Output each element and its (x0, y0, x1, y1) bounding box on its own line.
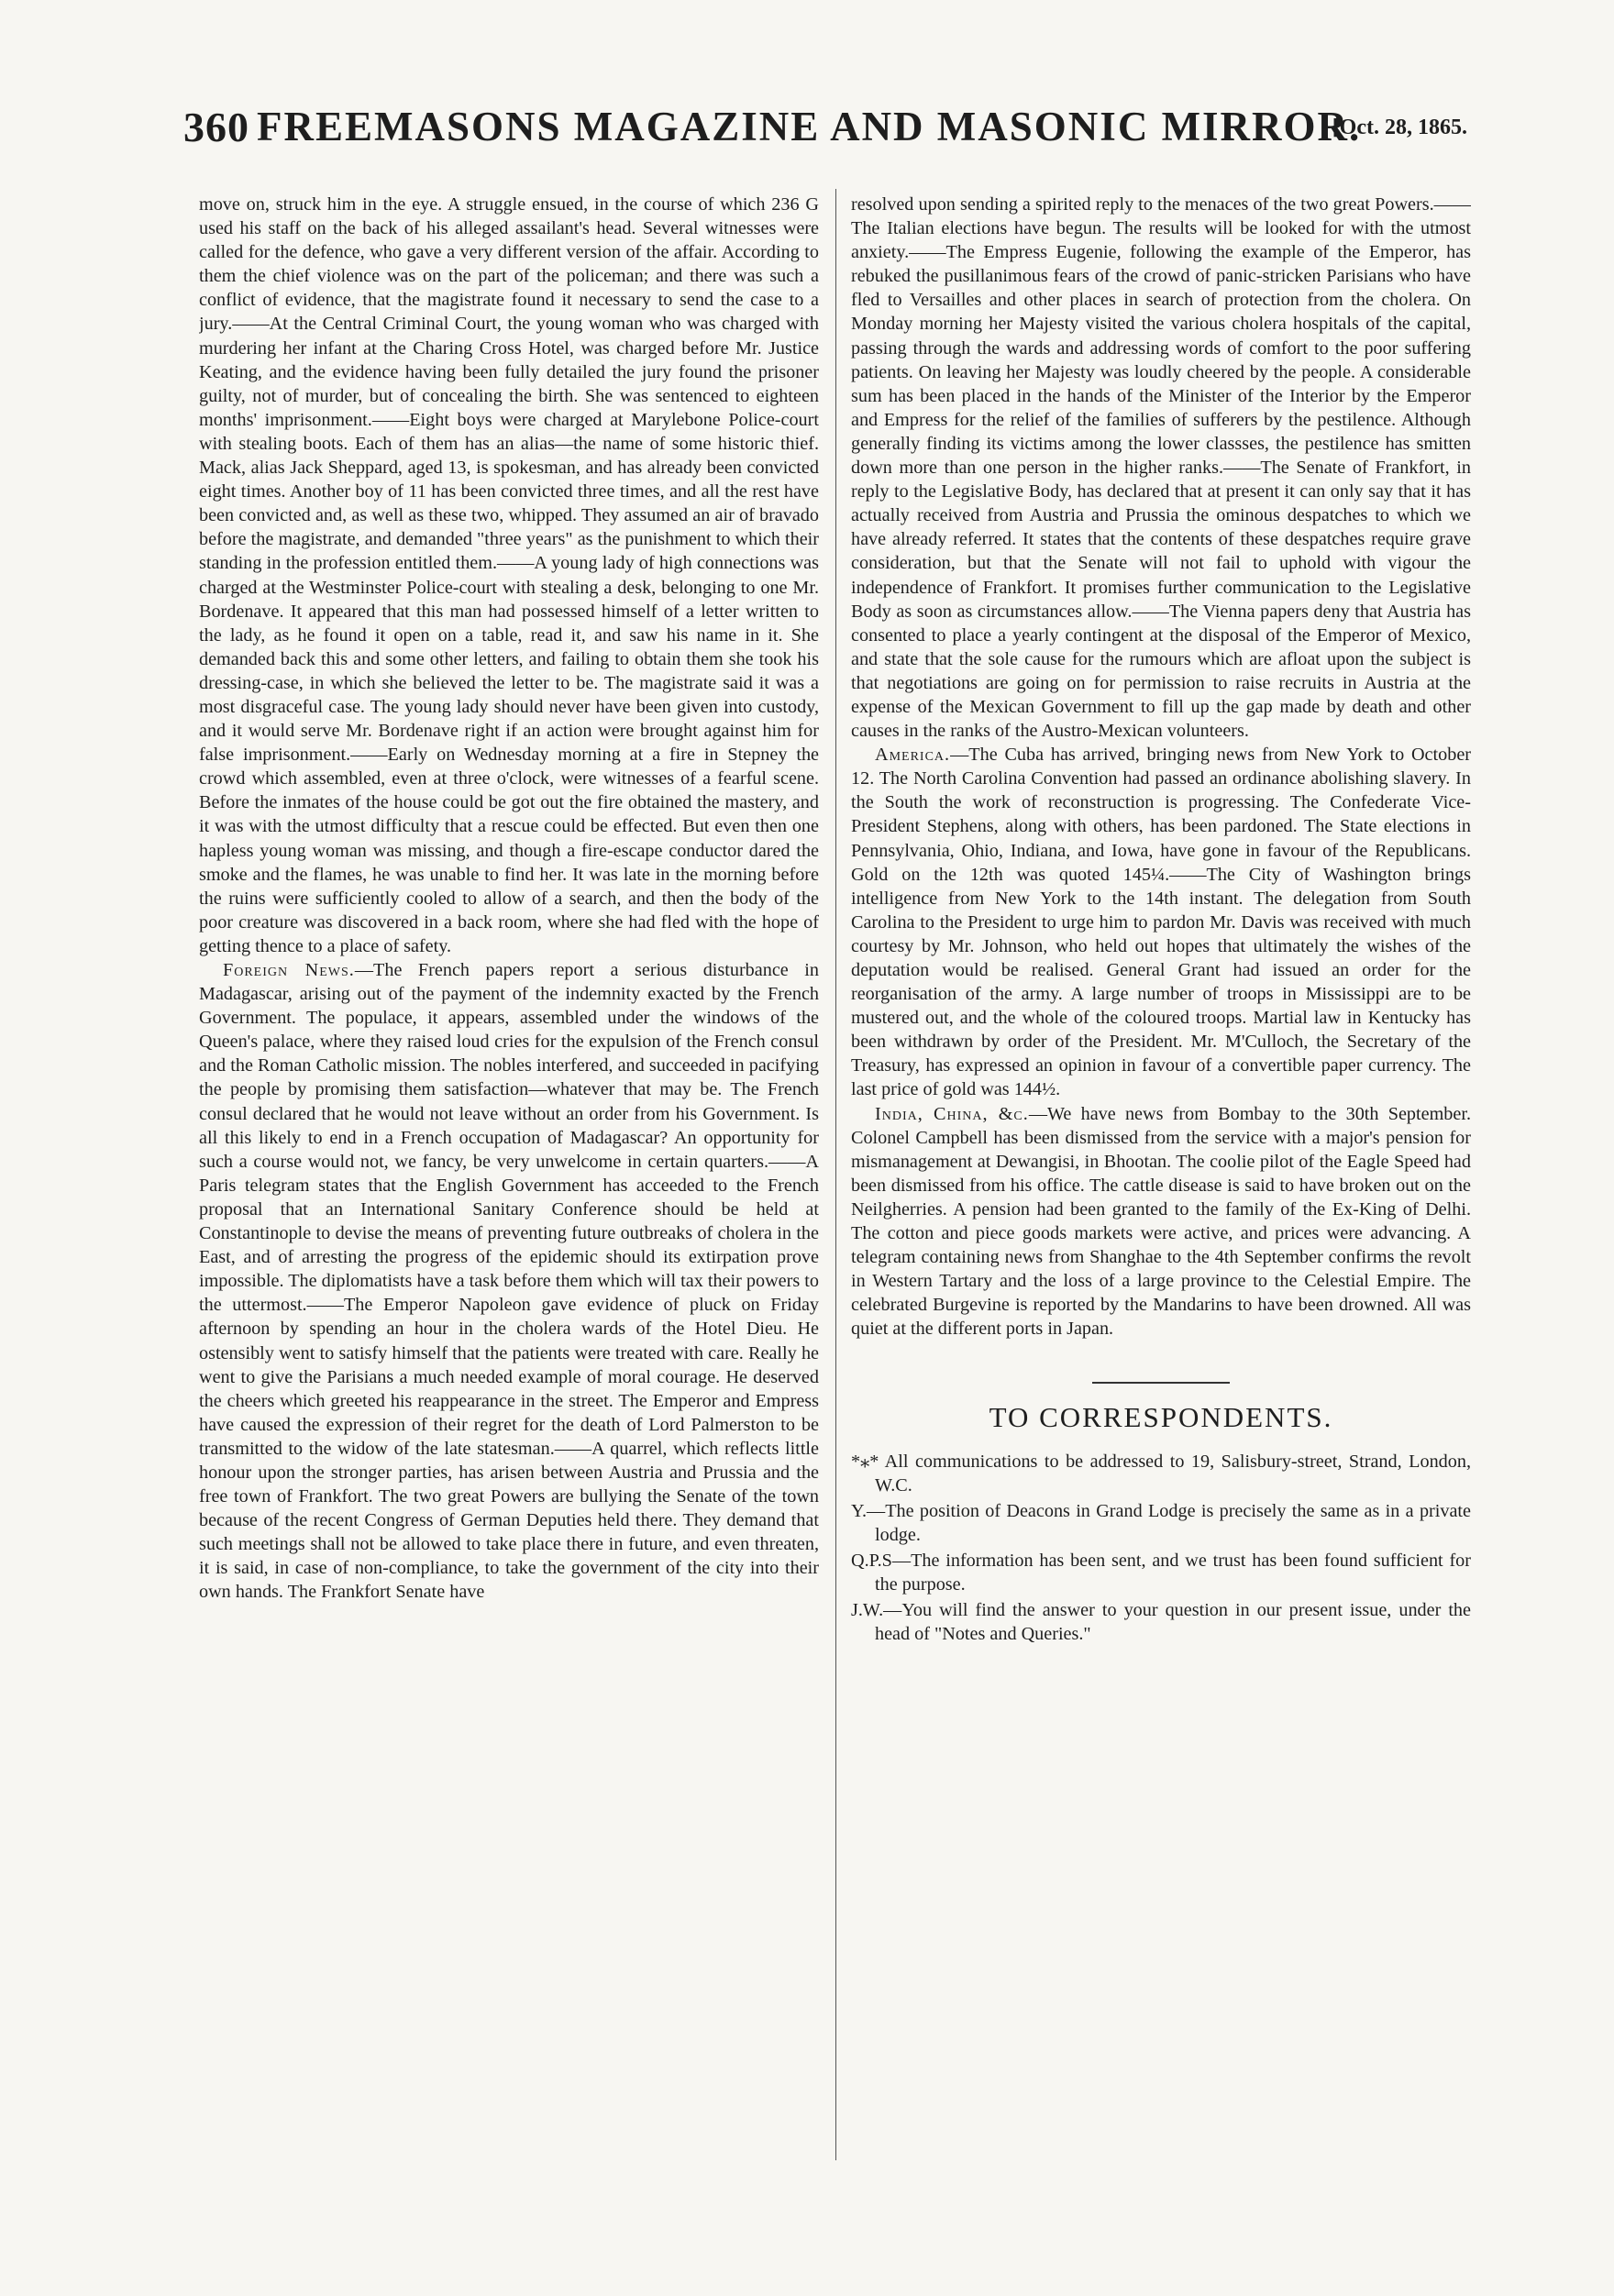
article-paragraph: move on, struck him in the eye. A struggle ensued, in the course of which 236 G used his staff on the back of his alleged assailant's head. Several witnesses were called for the defence, who gave a very different version of the affair. According to them the chief violence was on the part of the policeman; and there was such a conflict of evidence, that the magistrate found it necessary to send the case to a jury.——At the Central Criminal Court, the young woman who was charged with murdering her infant at the Charing Cross Hotel, was charged before Mr. Justice Keating, and the evidence having been fully detailed the jury found the prisoner guilty, not of murder, but of concealing the birth. She was sentenced to eighteen months' imprisonment.——Eight boys were charged at Marylebone Police-court with stealing boots. Each of them has an alias—the name of some historic thief. Mack, alias Jack Sheppard, aged 13, is spokesman, and has already been convicted eight times. Another boy of 11 has been convicted three times, and all the rest have been convicted and, as well as these two, whipped. They assumed an air of bravado before the magistrate, and demanded "three years" as the punishment to which their standing in the profession entitled them.——A young lady of high connections was charged at the Westminster Police-court with stealing a desk, belonging to one Mr. Bordenave. It appeared that this man had possessed himself of a letter written to the lady, as he found it open on a table, read it, and saw his name in it. She demanded back this and some other letters, and failing to obtain them she took his dressing-case, in which she believed the letter to be. The magistrate said it was a most disgraceful case. The young lady should never have been given into custody, and it would serve Mr. Bordenave right if an action were brought against him for false imprisonment.——Early on Wednesday morning at a fire in Stepney the crowd which assembled, even at three o'clock, were witnesses of a fearful scene. Before the inmates of the house could be got out the fire obtained the mastery, and it was with the utmost difficulty that a rescue could be effected. But even then one hapless young woman was missing, and though a fire-escape conductor dared the smoke and the flames, he was unable to find her. It was late in the morning before the ruins were sufficiently cooled to allow of a search, and then the body of the poor creature was discovered in a back room, where she had fled with the hope of getting thence to a place of safety. (199, 194, 819, 956)
india-china-paragraph (851, 1102, 1471, 1341)
article-paragraph: resolved upon sending a spirited reply to the menaces of the two great Powers.——The Italian elections have begun. The results will be looked for with the utmost anxiety.——The Empress Eugenie, following the example of the Emperor, has rebuked the pusillanimous fears of the crowd of panic-stricken Parisians who have fled to Versailles and other places in search of protection from the cholera. On Monday morning her Majesty visited the various cholera hospitals of the capital, passing through the wards and addressing words of comfort to the poor suffering patients. On leaving her Majesty was loudly cheered by the people. A considerable sum has been placed in the hands of the Minister of the Interior by the Emperor and Empress for the relief of the families of sufferers by the pestilence. Although generally finding its victims among the lower classses, the pestilence has smitten down more than one person in the higher ranks.——The Senate of Frankfort, in reply to the Legislative Body, has declared that at present it can only say that it has actually received from Austria and Prussia the ominous despatches to which we have already referred. It states that the contents of these despatches require grave consideration, but that the Senate will not fail to uphold with vigour the independence of Frankfort. It promises further communication to the Legislative Body as soon as circumstances allow.——The Vienna papers deny that Austria has consented to place a yearly contingent at the disposal of the Emperor of Mexico, and state that the sole cause for the rumours which are afloat upon the subject is that negotiations are going on for permission to raise recruits in Austria at the expense of the Mexican Government to fill up the gap made by death and other causes in the ranks of the Austro-Mexican volunteers. (851, 194, 1471, 742)
paragraph-text: —We have news from Bombay to the 30th September. Colonel Campbell has been dismissed from the service with a major's pension for mismanagement at Dewangisi, in Bhootan. The coolie pilot of the Eagle Speed had been dismissed from his office. The cattle disease is said to have broken out on the Neilgherries. A pension had been granted to the family of the Ex-King of Delhi. The cotton and piece goods markets were active, and prices were advancing. A telegram containing news from Shanghae to the 4th September confirms the revolt in Western Tartary and the loss of a large province to the Celestial Empire. The celebrated Burgevine is reported by the Mandarins to have been drowned. All was quiet at the different ports in Japan. (851, 1103, 1471, 1340)
paragraph-text: —The French papers report a serious disturbance in Madagascar, arising out of the payment of the indemnity exacted by the French Government. The populace, it appears, assembled under the windows of the Queen's palace, where they raised loud cries for the expulsion of the French consul and the Roman Catholic mission. The nobles interfered, and succeeded in pacifying the people by promising them satisfaction—whatever that may be. The French consul declared that he would not leave without an order from his Government. Is all this likely to end in a French occupation of Madagascar? An opportunity for such a course would not, we fancy, be very unwelcome in certain quarters.——A Paris telegram states that the English Government has acceeded to the French proposal that an International Sanitary Conference should be held at Constantinople to devise the means of preventing future outbreaks of cholera in the East, and of arresting the progress of the epidemic should its extirpation prove impossible. The diplomatists have a task before them which will tax their powers to the uttermost.——The Emperor Napoleon gave evidence of pluck on Friday afternoon by spending an hour in the cholera wards of the Hotel Dieu. He ostensibly went to satisfy himself that the patients were treated with care. Really he went to give the Parisians a much needed example of moral courage. He deserved the cheers which greeted his reappearance in the street. The Emperor and Empress have caused the expression of their regret for the death of Lord Palmerston to be transmitted to the widow of the late statesman.——A quarrel, which reflects little honour upon the stronger parties, has arisen between Austria and Prussia and the free town of Frankfort. The two great Powers are bullying the Senate of the town because of the recent Congress of German Deputies held there. They demand that such meetings shall not be allowed to take place there in future, and even threaten, it is said, in case of non-compliance, to take the government of the city into their own hands. The Frankfort Senate have (199, 960, 819, 1603)
section-lead: America. (875, 745, 951, 766)
correspondent-note: Q.P.S—The information has been sent, and we trust has been found sufficient for the purpose. (851, 1550, 1471, 1595)
correspondent-note: Y.—The position of Deacons in Grand Lodge is precisely the same as in a private lodge. (851, 1500, 1471, 1545)
section-lead: Foreign News. (223, 960, 355, 980)
section-divider (1092, 1382, 1230, 1384)
left-column (199, 193, 819, 2164)
paragraph-text: —The Cuba has arrived, bringing news from New York to October 12. The North Carolina Convention had passed an ordinance abolishing slavery. In the South the work of reconstruction is progressing. The Confederate Vice-President Stephens, along with others, has been pardoned. The State elections in Pennsylvania, Ohio, Indiana, and Iowa, have gone in favour of the Republicans. Gold on the 12th was quoted 145¼.——The City of Washington brings intelligence from New York to the 14th instant. The delegation from South Carolina to the President to urge him to pardon Mr. Davis was received with much courtesy by Mr. Johnson, who held out hopes that ultimately the wishes of the deputation would be realised. General Grant had issued an order for the reorganisation of the army. A large number of troops in Mississippi are to be mustered out, and the whole of the coloured troops. Martial law in Kentucky has been withdrawn by order of the President. Mr. M'Culloch, the Secretary of the Treasury, has expressed an opinion in favour of a convertible paper currency. The last price of gold was 144½. (851, 745, 1471, 1100)
foreign-news-paragraph (199, 958, 819, 1605)
correspondents-heading: TO CORRESPONDENTS. (989, 1400, 1333, 1433)
masthead-title: FREEMASONS MAGAZINE AND MASONIC MIRROR. (257, 104, 1362, 149)
correspondent-note: J.W.—You will find the answer to your question in our present issue, under the head of "Notes and Queries." (851, 1600, 1471, 1645)
page-header (183, 103, 1467, 161)
correspondent-note: *⁎* All communications to be addressed to 19, Salisbury-street, Strand, London, W.C. (851, 1451, 1471, 1496)
issue-date: [Oct. 28, 1865. (1332, 116, 1467, 139)
correspondents-list (851, 1450, 1471, 1647)
section-lead: India, China, &c. (875, 1103, 1029, 1124)
america-paragraph (851, 743, 1471, 1101)
column-divider (835, 189, 836, 2160)
page-number: 360 (183, 104, 249, 150)
right-column (851, 193, 1471, 2164)
